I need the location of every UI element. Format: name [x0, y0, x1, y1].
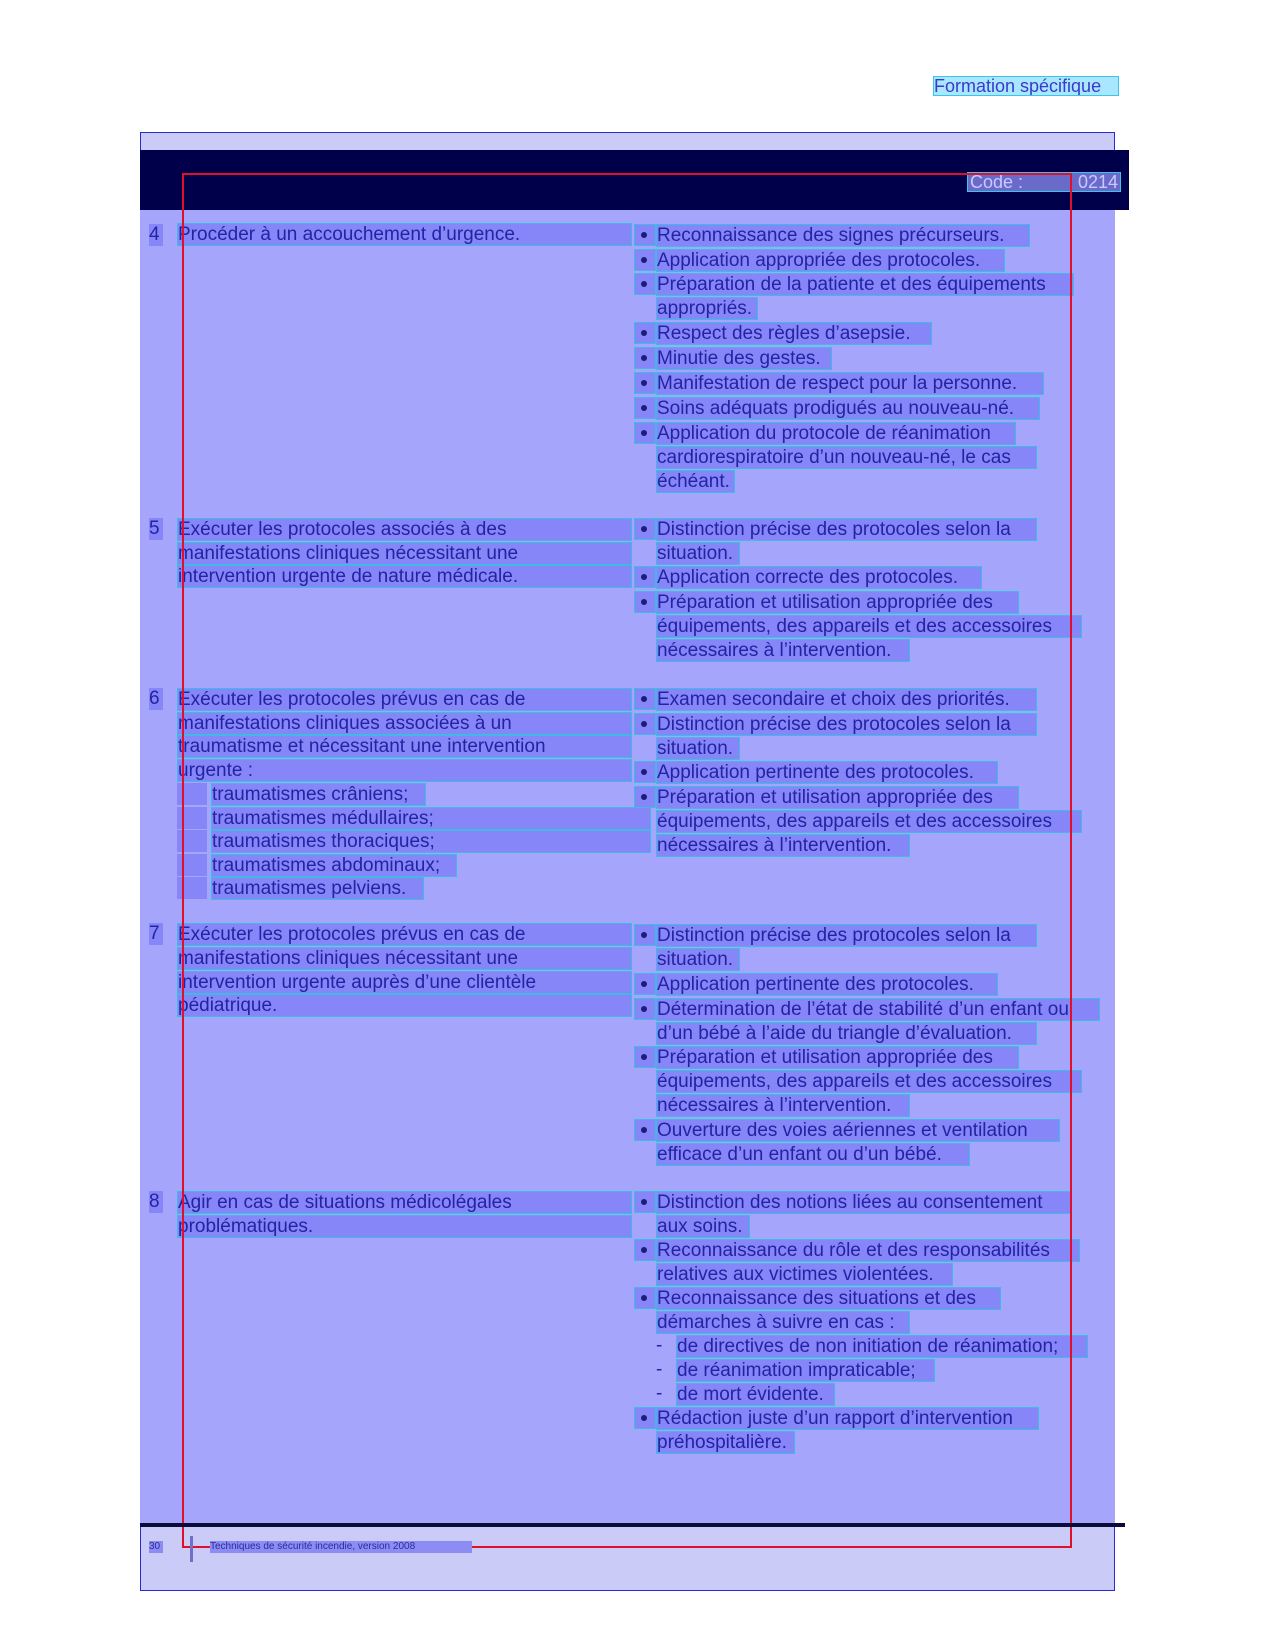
item-objective-line: intervention urgente de nature médicale.: [177, 565, 632, 588]
bullet-icon: [634, 372, 656, 394]
bullet-icon: [634, 591, 656, 613]
bullet-icon: [634, 973, 656, 995]
criterion-line: nécessaires à l’intervention.: [656, 834, 910, 857]
criterion-line: situation.: [656, 542, 740, 565]
criterion-line: Application pertinente des protocoles.: [656, 761, 998, 784]
bullet-icon: [634, 761, 656, 783]
item-objective-line: Exécuter les protocoles prévus en cas de: [177, 688, 632, 711]
criterion-line: Distinction précise des protocoles selon la: [656, 924, 1037, 947]
criterion-line: équipements, des appareils et des accessoires: [656, 615, 1082, 638]
criterion-line: nécessaires à l’intervention.: [656, 1094, 910, 1117]
criterion-line: Application du protocole de réanimation: [656, 422, 1016, 445]
indent-pad: [177, 783, 207, 805]
criterion-line: Examen secondaire et choix des priorités.: [656, 688, 1037, 711]
criterion-line: Distinction précise des protocoles selon la: [656, 713, 1037, 736]
criterion-line: situation.: [656, 737, 740, 760]
bullet-icon: [634, 688, 656, 710]
bullet-icon: [634, 397, 656, 419]
item-objective-line: pédiatrique.: [177, 994, 632, 1017]
sub-item: traumatismes crâniens;: [211, 783, 426, 806]
criterion-line: Préparation et utilisation appropriée des: [656, 786, 1019, 809]
sub-item: traumatismes thoraciques;: [211, 830, 651, 853]
code-field: [967, 172, 1121, 192]
sub-item: traumatismes abdominaux;: [211, 854, 457, 877]
criterion-line: Préparation de la patiente et des équipements: [656, 273, 1074, 296]
criterion-line: équipements, des appareils et des accessoires: [656, 1070, 1082, 1093]
criterion-line: préhospitalière.: [656, 1431, 795, 1454]
code-value: 0214: [1077, 172, 1118, 192]
criterion-line: cardiorespiratoire d’un nouveau-né, le cas: [656, 446, 1037, 469]
criterion-line: équipements, des appareils et des accessoires: [656, 810, 1082, 833]
bullet-icon: [634, 1287, 656, 1309]
item-objective-line: Exécuter les protocoles prévus en cas de: [177, 923, 632, 946]
criterion-line: aux soins.: [656, 1215, 750, 1238]
criterion-line: Ouverture des voies aériennes et ventilation: [656, 1119, 1060, 1142]
bullet-icon: [634, 518, 656, 540]
dash-icon: -: [656, 1359, 663, 1380]
item-objective-line: urgente :: [177, 759, 632, 782]
bullet-icon: [634, 566, 656, 588]
criterion-subline: de directives de non initiation de réanimation;: [676, 1335, 1088, 1358]
criterion-line: échéant.: [656, 470, 735, 493]
page-number: 30: [149, 1541, 163, 1553]
criterion-line: Minutie des gestes.: [656, 347, 832, 370]
item-objective-line: Procéder à un accouchement d’urgence.: [177, 223, 632, 246]
item-objective-line: manifestations cliniques nécessitant une: [177, 947, 632, 970]
criterion-line: Reconnaissance du rôle et des responsabilités: [656, 1239, 1080, 1262]
criterion-line: Rédaction juste d’un rapport d’intervention: [656, 1407, 1039, 1430]
criterion-line: Application pertinente des protocoles.: [656, 973, 998, 996]
bullet-icon: [634, 1191, 656, 1213]
bullet-icon: [634, 422, 656, 444]
item-objective-line: Exécuter les protocoles associés à des: [177, 518, 632, 541]
bullet-icon: [634, 1119, 656, 1141]
dash-icon: -: [656, 1383, 663, 1404]
dash-icon: -: [656, 1335, 663, 1356]
indent-pad: [177, 830, 207, 852]
criterion-line: Détermination de l’état de stabilité d’un enfant ou: [656, 998, 1100, 1021]
bullet-icon: [634, 786, 656, 808]
criterion-subline: de réanimation impraticable;: [676, 1359, 935, 1382]
criterion-line: nécessaires à l’intervention.: [656, 639, 910, 662]
item-number: 5: [149, 518, 163, 540]
criterion-line: Reconnaissance des situations et des: [656, 1287, 1001, 1310]
criterion-line: Préparation et utilisation appropriée des: [656, 1046, 1019, 1069]
sub-item: traumatismes pelviens.: [211, 877, 424, 900]
bullet-icon: [634, 1239, 656, 1261]
indent-pad: [177, 854, 207, 876]
criterion-line: appropriés.: [656, 297, 758, 320]
item-objective-line: intervention urgente auprès d’une clientèle: [177, 971, 632, 994]
bullet-icon: [634, 998, 656, 1020]
criterion-line: Distinction précise des protocoles selon la: [656, 518, 1037, 541]
criterion-line: Distinction des notions liées au consentement: [656, 1191, 1071, 1214]
bullet-icon: [634, 273, 656, 295]
criterion-line: Préparation et utilisation appropriée des: [656, 591, 1019, 614]
item-number: 7: [149, 923, 163, 945]
criterion-line: d’un bébé à l’aide du triangle d’évaluation.: [656, 1022, 1037, 1045]
bullet-icon: [634, 1046, 656, 1068]
bullet-icon: [634, 322, 656, 344]
bullet-icon: [634, 249, 656, 271]
item-objective-line: traumatisme et nécessitant une intervention: [177, 735, 632, 758]
footer-divider: [190, 1536, 193, 1562]
criterion-line: Manifestation de respect pour la personne.: [656, 372, 1044, 395]
bullet-icon: [634, 1407, 656, 1429]
criterion-line: relatives aux victimes violentées.: [656, 1263, 953, 1286]
criterion-line: situation.: [656, 948, 740, 971]
item-number: 8: [149, 1191, 163, 1213]
item-objective-line: Agir en cas de situations médicolégales: [177, 1191, 632, 1214]
criterion-line: efficace d’un enfant ou d’un bébé.: [656, 1143, 970, 1166]
criterion-subline: de mort évidente.: [676, 1383, 835, 1406]
code-label: Code :: [970, 172, 1024, 192]
item-number: 4: [149, 224, 163, 246]
criterion-line: Soins adéquats prodigués au nouveau-né.: [656, 397, 1040, 420]
sub-item: traumatismes médullaires;: [211, 807, 651, 830]
item-objective-line: manifestations cliniques associées à un: [177, 712, 632, 735]
indent-pad: [177, 877, 207, 899]
indent-pad: [177, 807, 207, 829]
item-objective-line: problématiques.: [177, 1215, 632, 1238]
criterion-line: Application correcte des protocoles.: [656, 566, 982, 589]
footer-title: Techniques de sécurité incendie, version 2008: [210, 1541, 472, 1553]
criterion-line: démarches à suivre en cas :: [656, 1311, 910, 1334]
bullet-icon: [634, 224, 656, 246]
criterion-line: Respect des règles d’asepsie.: [656, 322, 932, 345]
bullet-icon: [634, 713, 656, 735]
bullet-icon: [634, 347, 656, 369]
item-number: 6: [149, 688, 163, 710]
item-objective-line: manifestations cliniques nécessitant une: [177, 542, 632, 565]
criterion-line: Application appropriée des protocoles.: [656, 249, 1005, 272]
section-label: Formation spécifique: [933, 76, 1119, 96]
footer-rule: [140, 1523, 1125, 1527]
criterion-line: Reconnaissance des signes précurseurs.: [656, 224, 1030, 247]
bullet-icon: [634, 924, 656, 946]
